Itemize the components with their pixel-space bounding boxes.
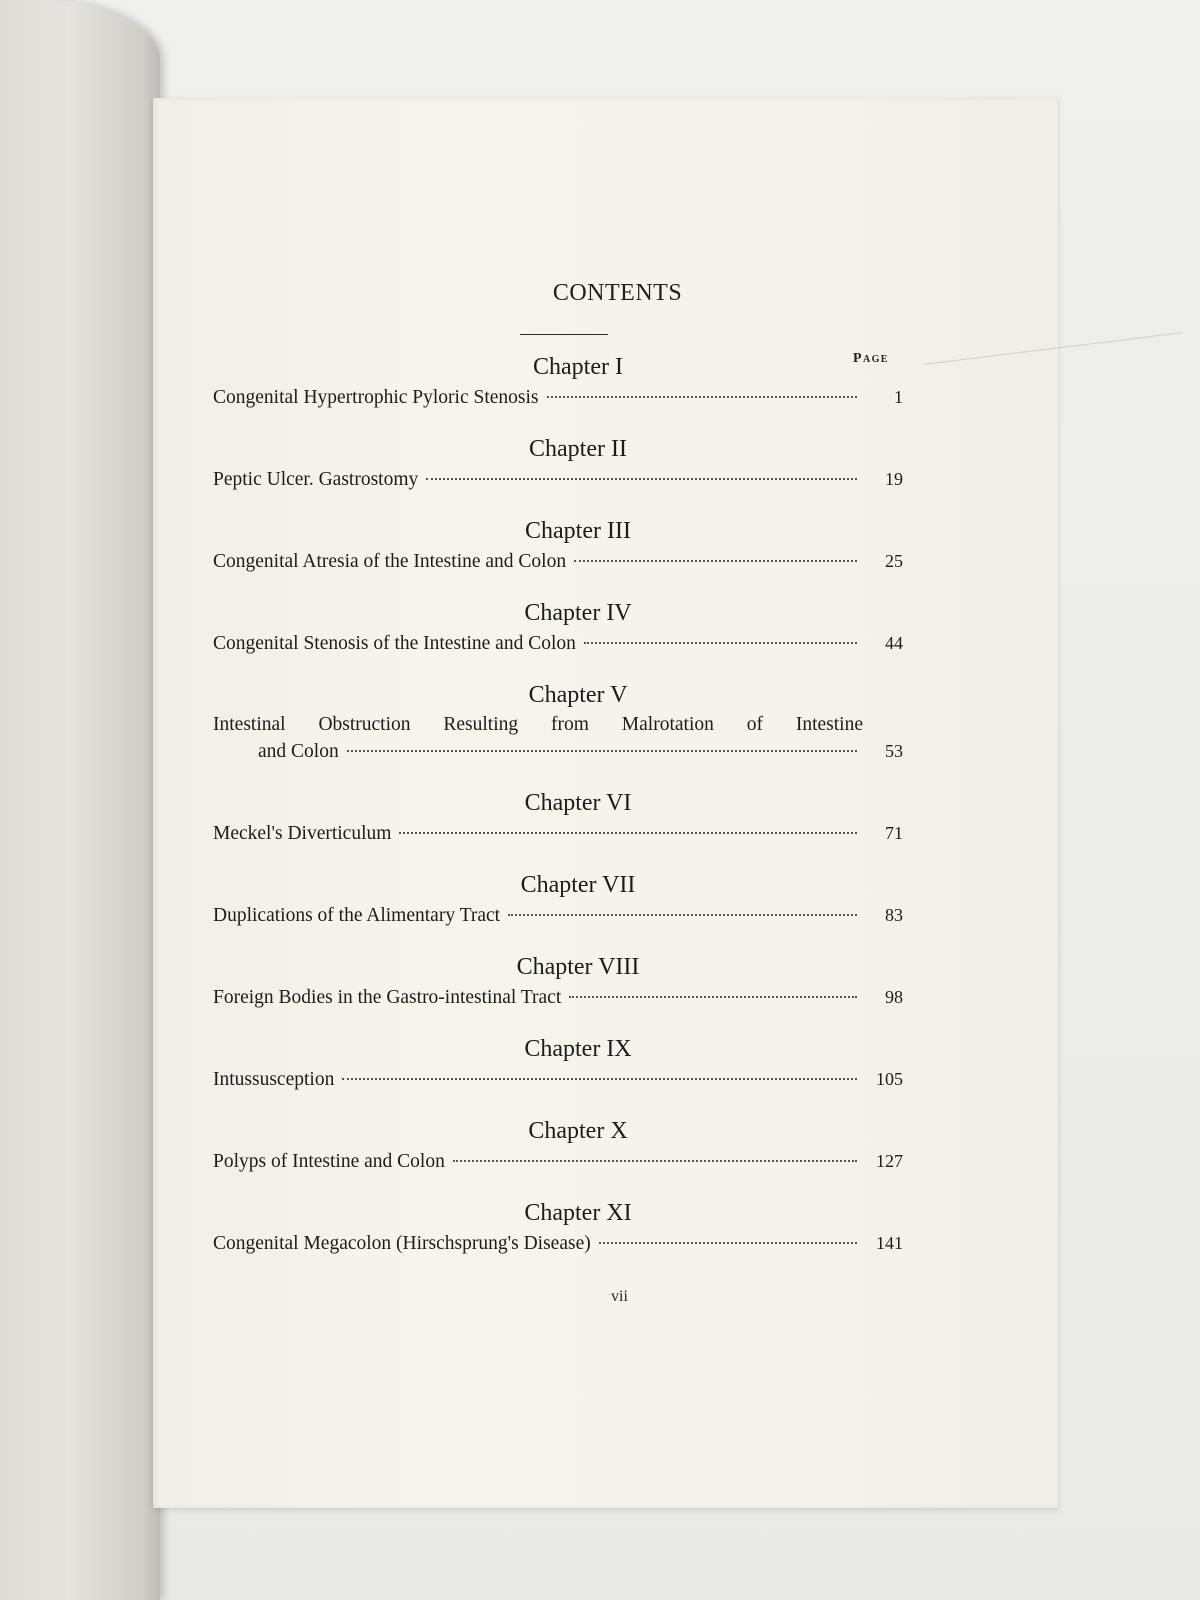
page-column-header: Page: [853, 351, 889, 366]
chapter-entry: [213, 1196, 903, 1256]
title-rule: [520, 334, 608, 335]
chapter-heading: Chapter I: [533, 354, 623, 380]
chapter-heading: Chapter II: [529, 436, 627, 462]
chapter-title-line1: Intestinal Obstruction Resulting from Malrotation of Intestine: [213, 714, 863, 735]
page-number: 71: [885, 823, 903, 843]
page-number: 105: [876, 1069, 903, 1089]
chapter-heading: Chapter VIII: [516, 954, 640, 980]
dot-leader: [547, 396, 857, 398]
toc-line: [213, 984, 903, 1010]
toc-line: [213, 630, 903, 656]
chapter-title: Peptic Ulcer. Gastrostomy: [213, 469, 419, 490]
left-page-edge: [0, 0, 160, 1600]
chapter-entry: [213, 1114, 903, 1174]
toc-line: [213, 466, 903, 492]
dot-leader: [399, 832, 857, 834]
dot-leader: [569, 996, 857, 998]
toc-line: [213, 902, 903, 928]
page-number: 1: [894, 387, 903, 407]
dot-leader: [508, 914, 857, 916]
chapter-title: Meckel's Diverticulum: [213, 823, 392, 844]
dot-leader: [347, 750, 857, 752]
dot-leader: [426, 478, 857, 480]
chapter-title: Intussusception: [213, 1069, 335, 1090]
toc-line: [213, 548, 903, 574]
page-number: 44: [885, 633, 903, 653]
chapter-list: [213, 350, 903, 1256]
dot-leader: [574, 560, 857, 562]
dot-leader: [342, 1078, 857, 1080]
chapter-entry: [213, 432, 903, 492]
chapter-heading: Chapter VI: [524, 790, 632, 816]
chapter-entry: [213, 786, 903, 846]
chapter-title-line2: and Colon: [258, 741, 339, 762]
toc-line: [213, 384, 903, 410]
toc-line: [213, 1230, 903, 1256]
dot-leader: [584, 642, 857, 644]
chapter-heading: Chapter IV: [524, 600, 632, 626]
chapter-heading: Chapter VII: [520, 872, 636, 898]
page-number: 141: [876, 1233, 903, 1253]
book-page: [153, 98, 1058, 1508]
page-folio: vii: [611, 1288, 628, 1305]
page-number: 53: [885, 741, 903, 761]
chapter-title: Polyps of Intestine and Colon: [213, 1151, 445, 1172]
page-number: 98: [885, 987, 903, 1007]
toc-line: [213, 1148, 903, 1174]
chapter-title: Duplications of the Alimentary Tract: [213, 905, 501, 926]
chapter-entry: [213, 1032, 903, 1092]
chapter-title: Congenital Atresia of the Intestine and Colon: [213, 551, 567, 572]
chapter-entry: [213, 678, 903, 764]
chapter-entry: [213, 514, 903, 574]
toc-line: [213, 1066, 903, 1092]
page-number: 127: [876, 1151, 903, 1171]
toc-line: [213, 738, 903, 764]
chapter-heading: Chapter IX: [524, 1036, 632, 1062]
page-number: 19: [885, 469, 903, 489]
chapter-title: Congenital Stenosis of the Intestine and Colon: [213, 633, 576, 654]
contents-title: CONTENTS: [552, 280, 683, 306]
chapter-entry: [213, 596, 903, 656]
dot-leader: [599, 1242, 857, 1244]
chapter-title: Congenital Megacolon (Hirschsprung's Disease): [213, 1233, 591, 1254]
chapter-heading: Chapter III: [525, 518, 631, 544]
chapter-entry: [213, 950, 903, 1010]
toc-line: [213, 820, 903, 846]
chapter-heading: Chapter V: [528, 682, 628, 708]
chapter-title: Foreign Bodies in the Gastro-intestinal Tract: [213, 987, 562, 1008]
chapter-heading: Chapter XI: [524, 1200, 632, 1226]
chapter-heading: Chapter X: [528, 1118, 628, 1144]
page-crease: [924, 332, 1182, 365]
dot-leader: [453, 1160, 857, 1162]
chapter-entry: [213, 868, 903, 928]
page-number: 25: [885, 551, 903, 571]
page-number: 83: [885, 905, 903, 925]
chapter-title: Congenital Hypertrophic Pyloric Stenosis: [213, 387, 539, 408]
chapter-entry: [213, 350, 903, 410]
